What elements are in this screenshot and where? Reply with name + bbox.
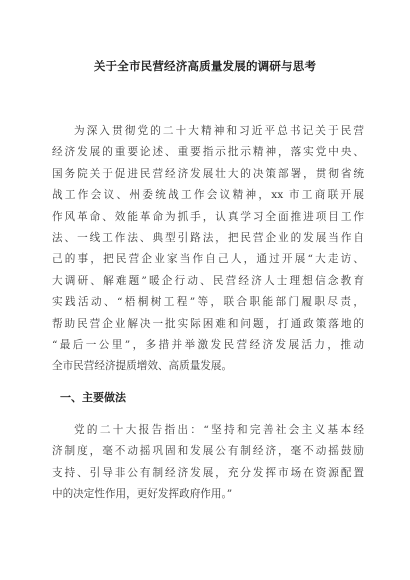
paragraph-line: 国务院关于促进民营经济发展壮大的决策部署，贯彻省统 (52, 167, 364, 180)
paragraph-line: 作风革命、效能革命为抓手，认真学习全面推进项目工作 (52, 210, 364, 223)
paragraph-line: “最后一公里”，多措并举激发民营经济发展活力，推动 (52, 339, 364, 352)
paragraph-line: 大调研、解难题”暖企行动、民营经济人士理想信念教育 (52, 274, 364, 287)
paragraph-line: 济制度，毫不动摇巩固和发展公有制经济，毫不动摇鼓励 (52, 445, 364, 458)
document-title: 关于全市民营经济高质量发展的调研与思考 (93, 59, 317, 73)
paragraph-line: 中的决定性作用，更好发挥政府作用。” (52, 488, 233, 501)
paragraph-line: 己的事，把民营企业家当作自己人，通过开展“大走访、 (52, 253, 364, 266)
paragraph-line: 法、一线工作法、典型引路法，把民营企业的发展当作自 (52, 232, 364, 245)
paragraph-line: 帮助民营企业解决一批实际困难和问题，打通政策落地的 (52, 317, 364, 330)
paragraph-line: 为深入贯彻党的二十大精神和习近平总书记关于民营 (74, 125, 364, 137)
section-heading: 一、主要做法 (60, 391, 126, 404)
paragraph-line: 战工作会议、州委统战工作会议精神，xx 市工商联开展 (52, 189, 364, 202)
paragraph-line: 实践活动、“梧桐树工程”等，联合职能部门履职尽责， (52, 296, 364, 309)
section-paragraph (52, 420, 364, 506)
paragraph-line: 全市民营经济提质增效、高质量发展。 (52, 360, 233, 373)
intro-paragraph (52, 121, 364, 378)
paragraph-line: 支持、引导非公有制经济发展，充分发挥市场在资源配置 (52, 466, 364, 479)
paragraph-line: 党的二十大报告指出：“坚持和完善社会主义基本经 (74, 424, 364, 436)
paragraph-line: 经济发展的重要论述、重要指示批示精神，落实党中央、 (52, 146, 364, 159)
